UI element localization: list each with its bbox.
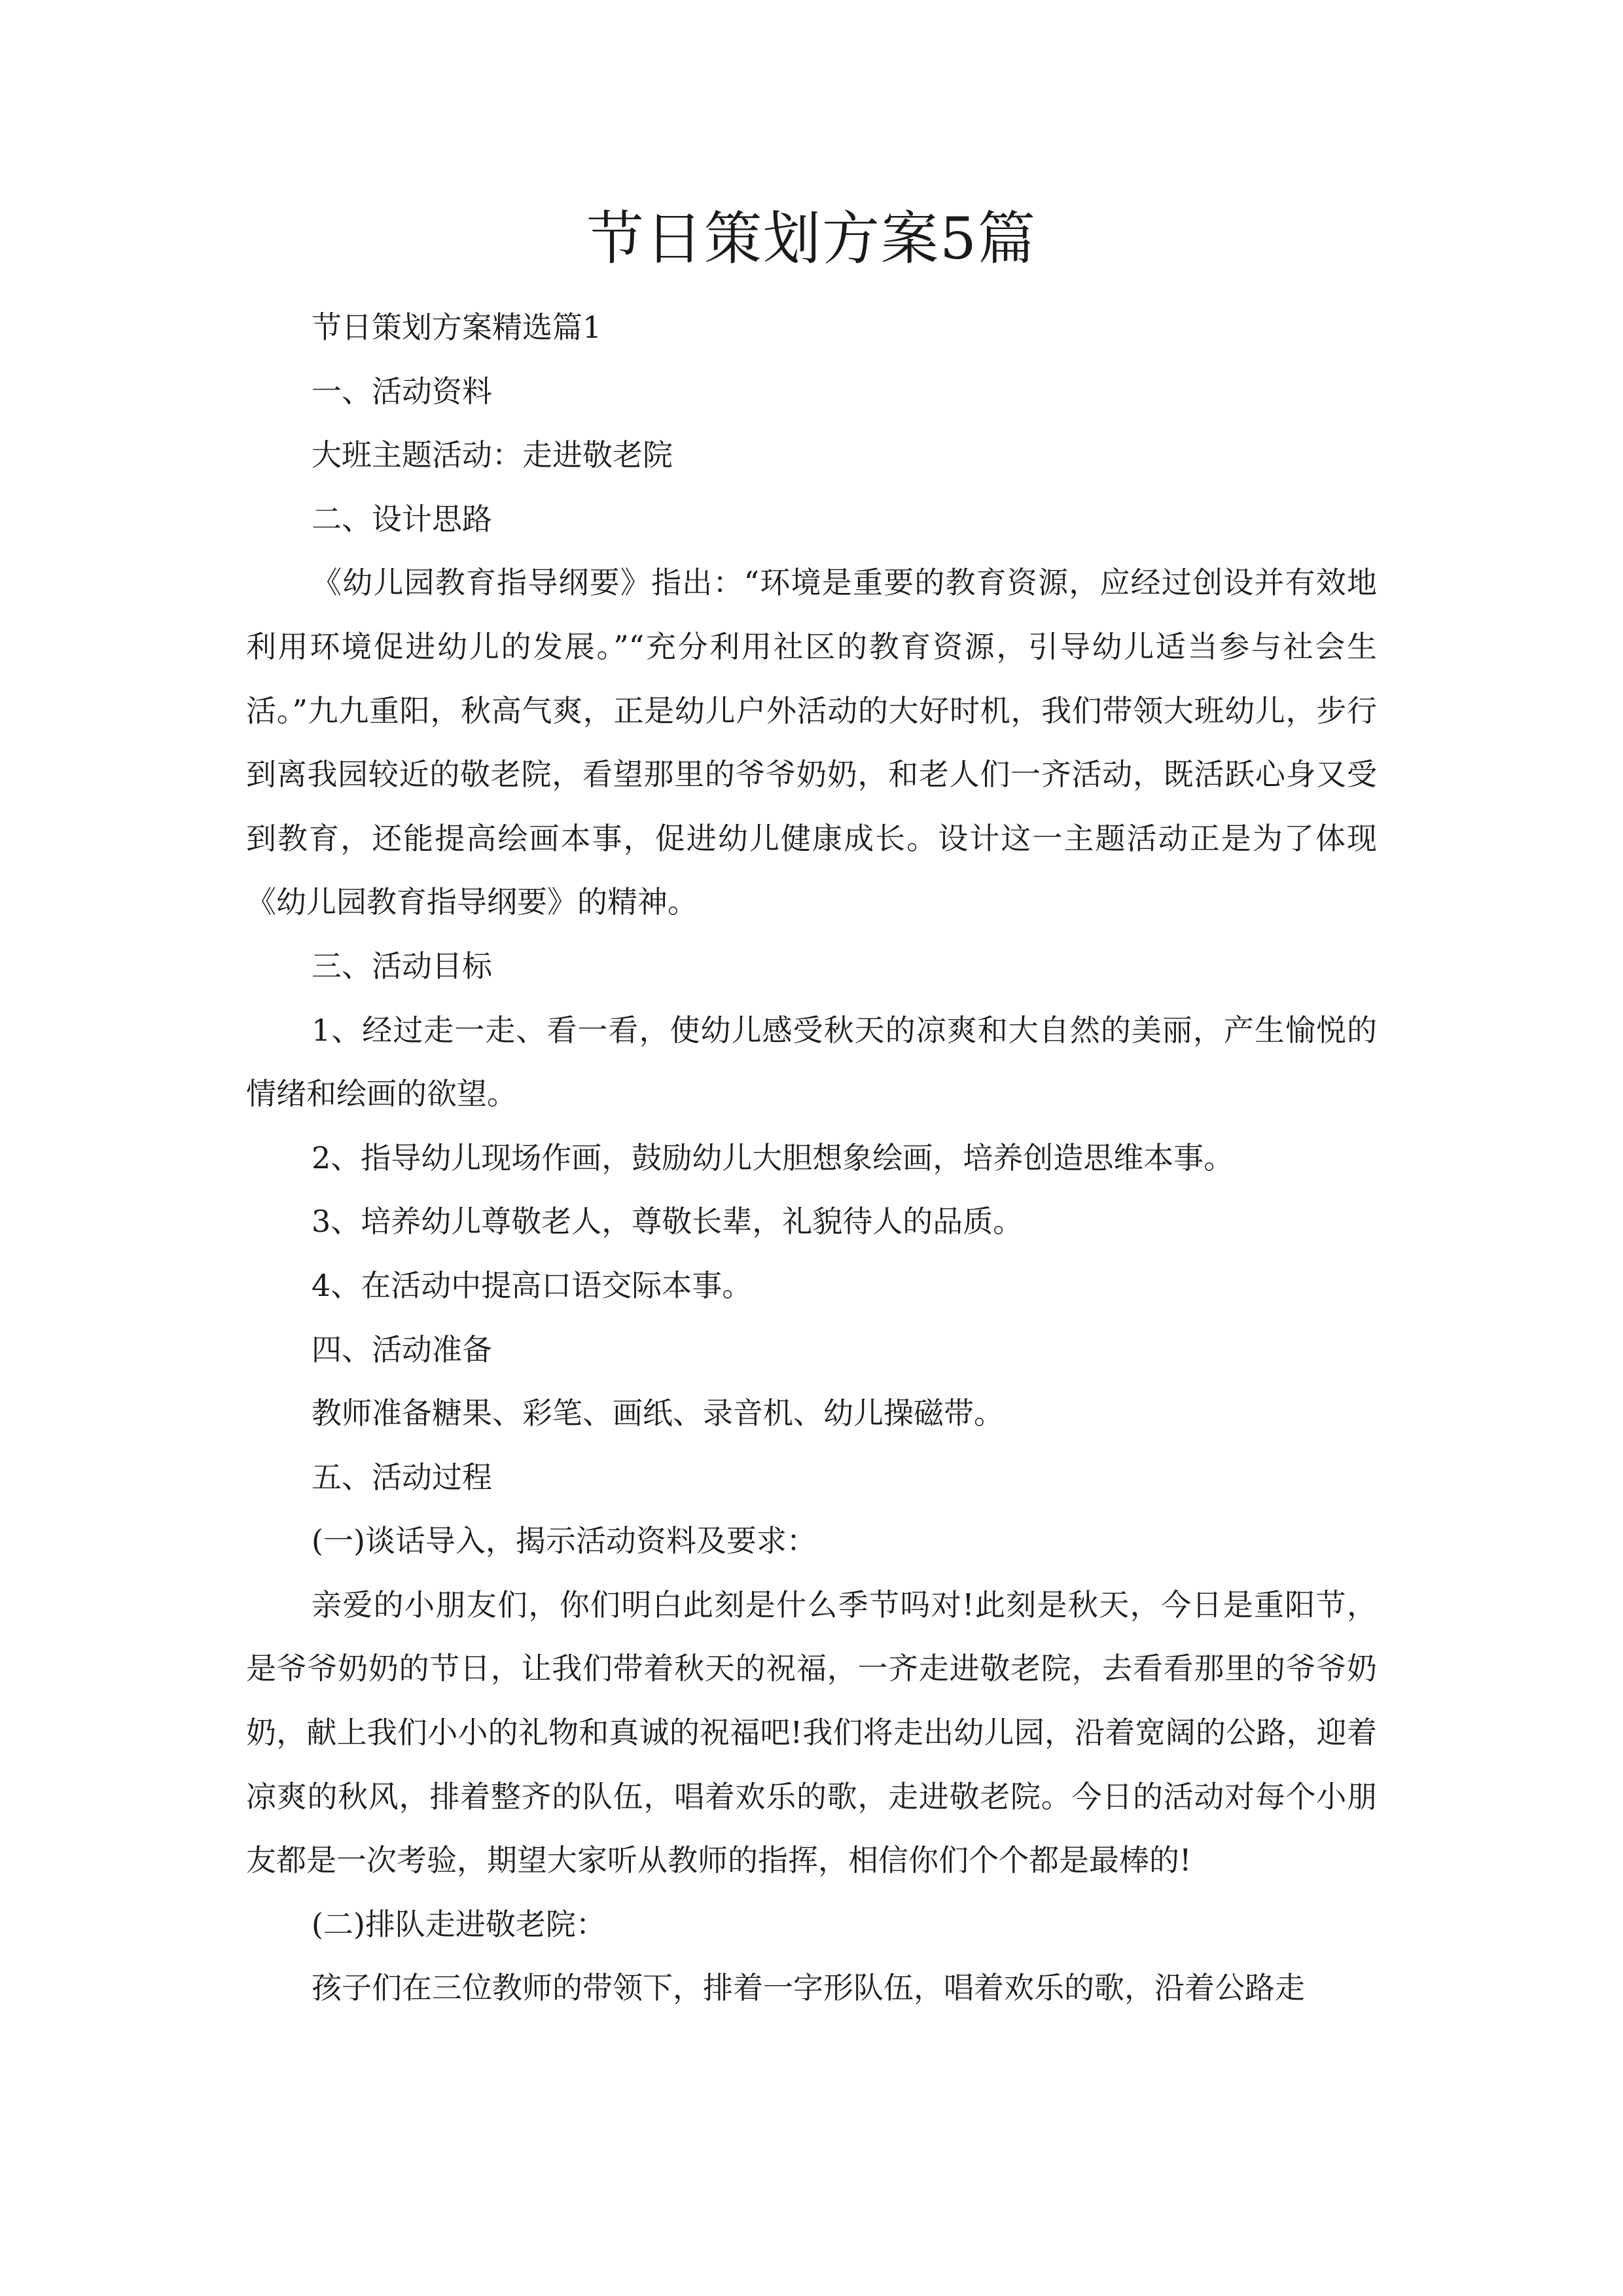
intro-speech-paragraph: 亲爱的小朋友们，你们明白此刻是什么季节吗对!此刻是秋天，今日是重阳节，是爷爷奶奶的节日，让我们带着秋天的祝福，一齐走进敬老院，去看看那里的爷爷奶奶，献上我们小小的礼物和真诚的祝福吧!我们将走出幼儿园，沿着宽阔的公路，迎着凉爽的秋风，排着整齐的队伍，唱着欢乐的歌，走进敬老院。今日的活动对每个小朋友都是一次考验，期望大家听从教师的指挥，相信你们个个都是最棒的! <box>246 1587 1377 1878</box>
step-heading-2: (二)排队走进敬老院： <box>312 1906 606 1942</box>
document-title: 节日策划方案5篇 <box>586 205 1037 272</box>
section-heading-1: 一、活动资料 <box>312 373 492 409</box>
section-heading-2: 二、设计思路 <box>312 501 492 537</box>
walk-paragraph: 孩子们在三位教师的带领下，排着一字形队伍，唱着欢乐的歌，沿着公路走 <box>312 1970 1305 2006</box>
section-heading-3: 三、活动目标 <box>312 948 492 984</box>
subtitle-paragraph: 节日策划方案精选篇1 <box>312 310 602 345</box>
preparation-paragraph: 教师准备糖果、彩笔、画纸、录音机、幼儿操磁带。 <box>312 1395 1004 1431</box>
goal-item-3: 3、培养幼儿尊敬老人，尊敬长辈，礼貌待人的品质。 <box>312 1204 1024 1240</box>
goal-item-1: 1、经过走一走、看一看，使幼儿感受秋天的凉爽和大自然的美丽，产生愉悦的情绪和绘画的欲望。 <box>246 1012 1377 1112</box>
design-idea-paragraph: 《幼儿园教育指导纲要》指出：“环境是重要的教育资源，应经过创设并有效地利用环境促进幼儿的发展。”“充分利用社区的教育资源，引导幼儿适当参与社会生活。”九九重阳，秋高气爽，正是幼儿户外活动的大好时机，我们带领大班幼儿，步行到离我园较近的敬老院，看望那里的爷爷奶奶，和老人们一齐活动，既活跃心身又受到教育，还能提高绘画本事，促进幼儿健康成长。设计这一主题活动正是为了体现《幼儿园教育指导纲要》的精神。 <box>246 565 1377 920</box>
step-heading-1: (一)谈话导入，揭示活动资料及要求： <box>312 1523 817 1559</box>
section-heading-5: 五、活动过程 <box>312 1459 492 1495</box>
activity-name-paragraph: 大班主题活动：走进敬老院 <box>312 437 673 473</box>
document-page <box>246 196 1377 2020</box>
document-body <box>246 296 1377 2020</box>
goal-item-2: 2、指导幼儿现场作画，鼓励幼儿大胆想象绘画，培养创造思维本事。 <box>312 1139 1234 1175</box>
goal-item-4: 4、在活动中提高口语交际本事。 <box>312 1267 753 1303</box>
section-heading-4: 四、活动准备 <box>312 1331 492 1367</box>
